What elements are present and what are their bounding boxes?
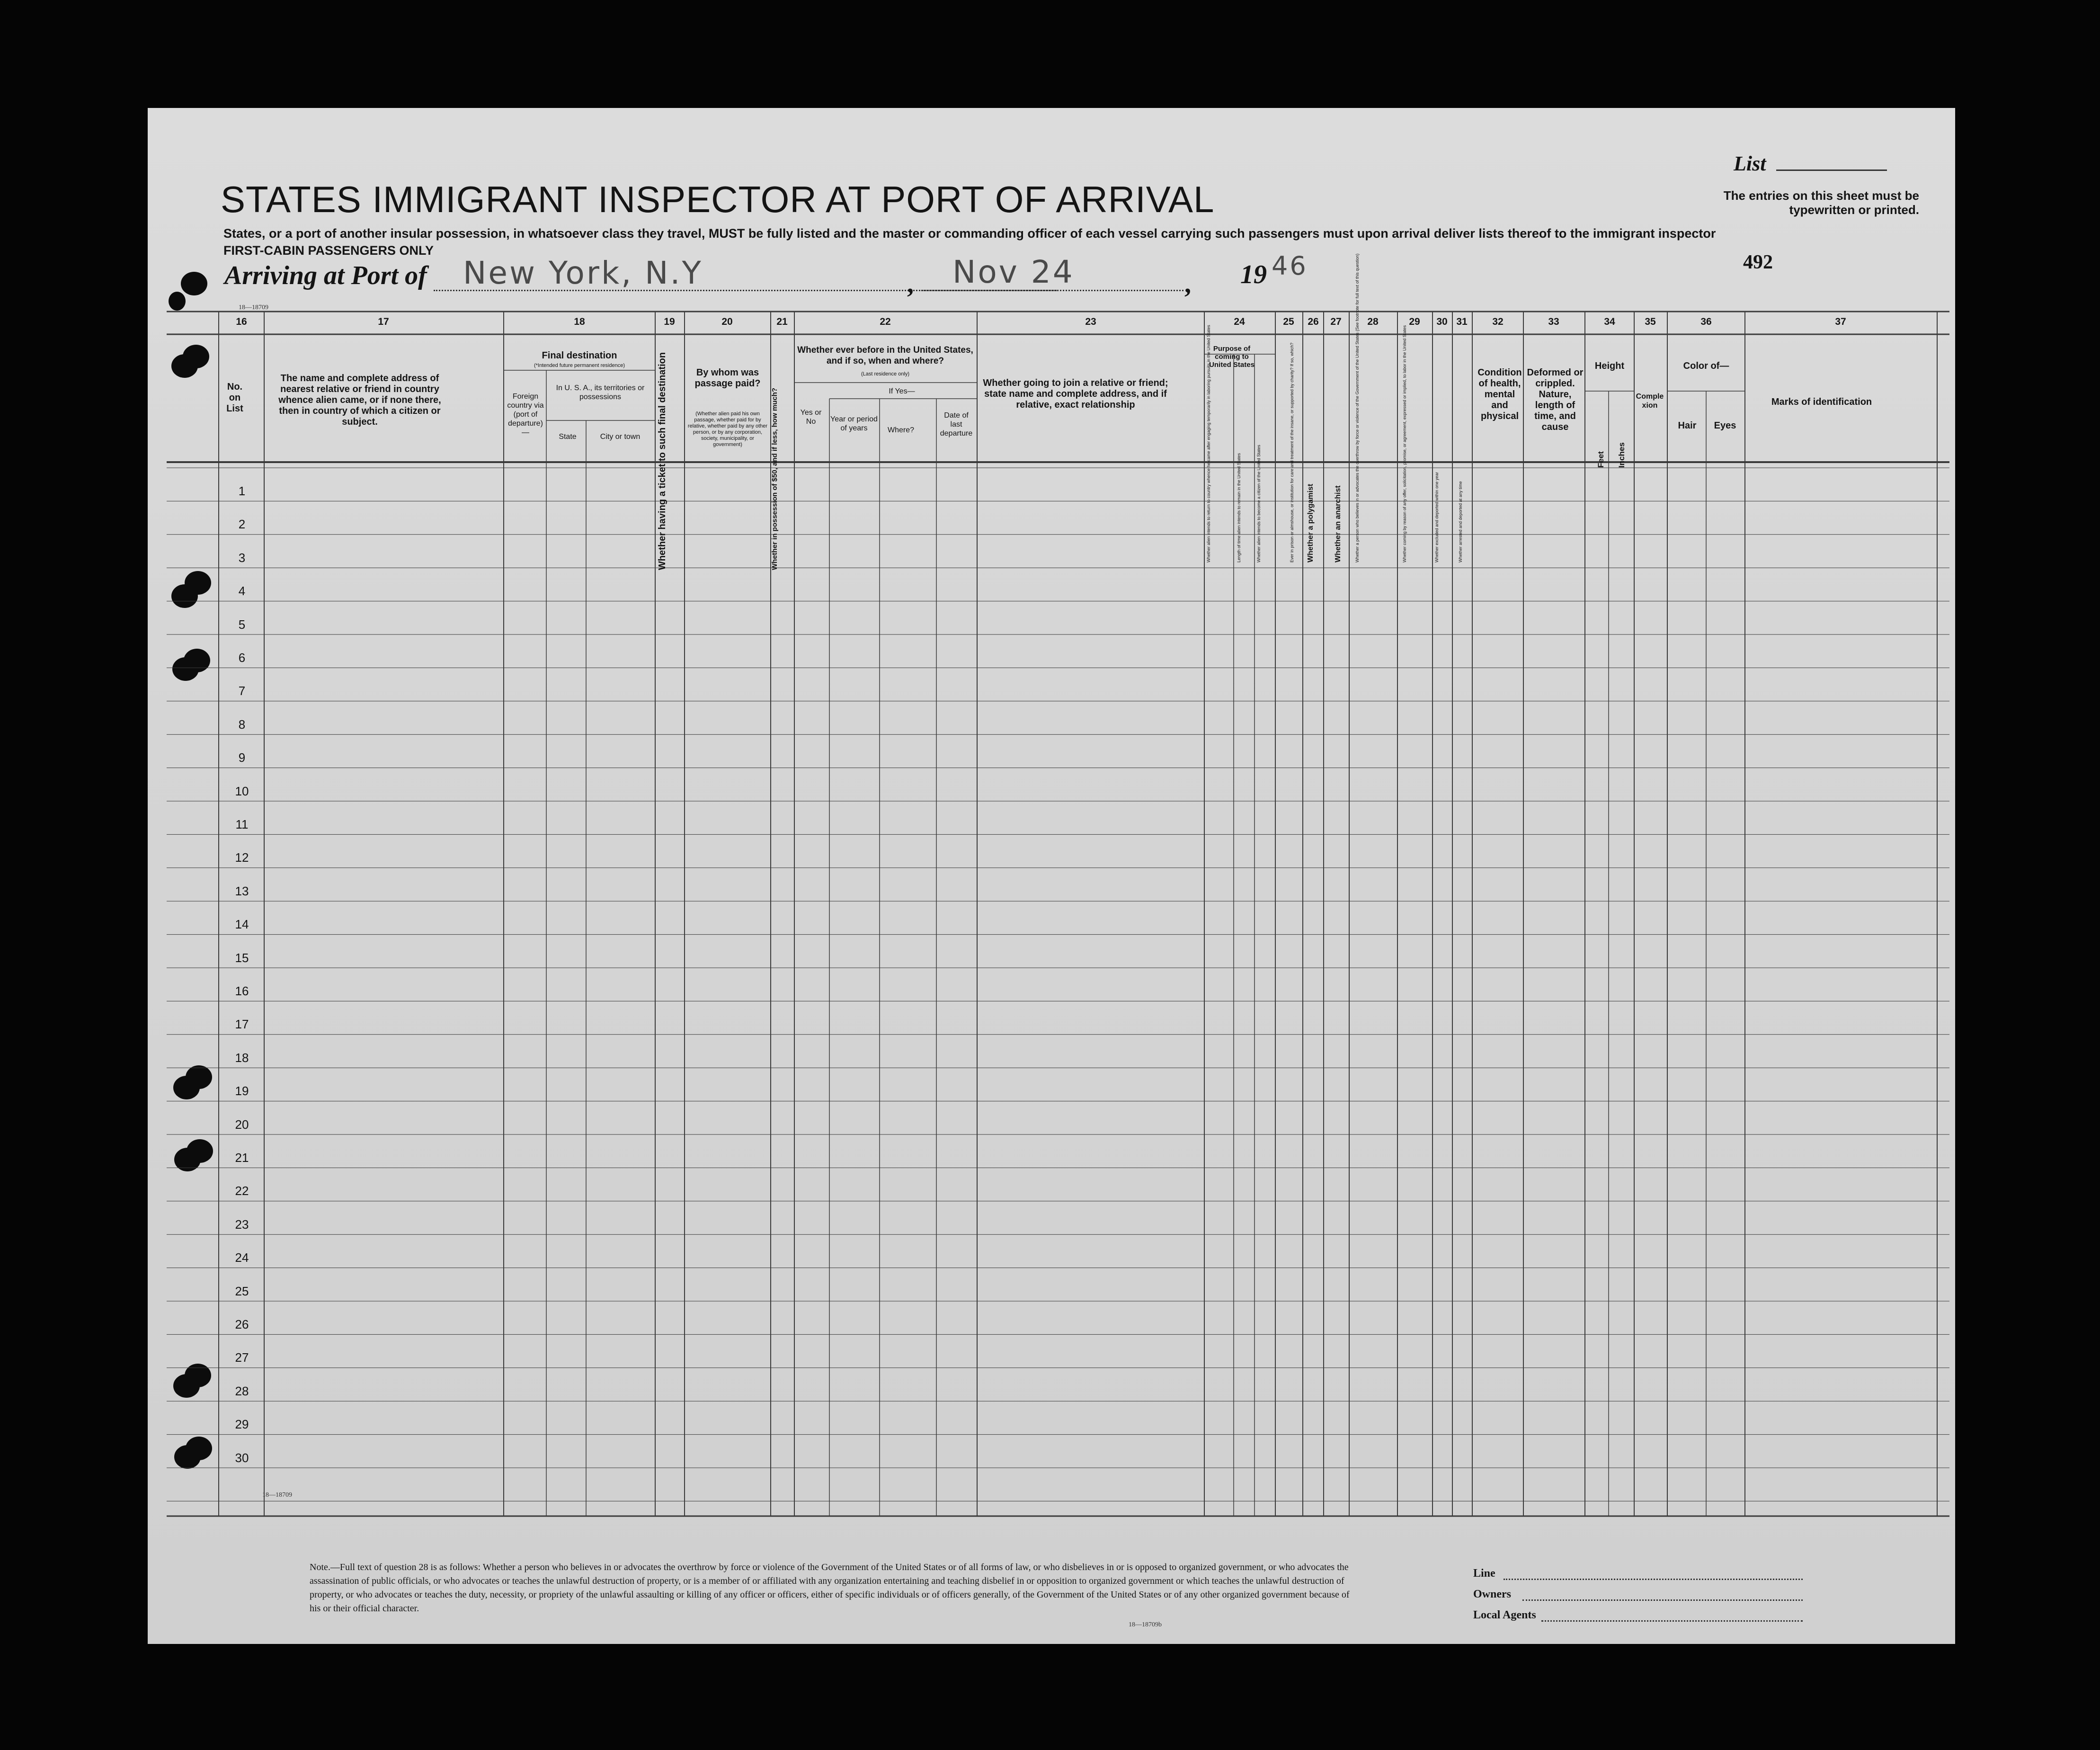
row-number: 7	[238, 684, 246, 698]
row-number: 21	[235, 1151, 249, 1165]
header-excluded: Whether excluded and deported within one year	[1434, 472, 1439, 562]
row-number: 18	[235, 1050, 249, 1065]
row-number: 25	[235, 1284, 249, 1298]
header-purpose-return: Whether alien intends to return to country whence he came after engaging temporarily in laboring pursuits in the United States	[1206, 325, 1211, 562]
column-number: 29	[1409, 316, 1420, 327]
manifest-sheet: STATES IMMIGRANT INSPECTOR AT PORT OF ARRIVAL States, or a port of another insular possession, in whatsoever class they travel, MUST be fully listed and the master or commanding officer of each vessel carrying such passengers must upon arrival deliver lists thereof to the immigrant inspector FIRST-CABIN PASSENGERS ONLY Arriving at Port of New York, N.Y , Nov 24 , 19 46 18—18709 List The entries on this sheet must be typewritten or printed. 492 16 17 18 19 20 21 22 23 24 25 26 27 28 29 30 31 32 33 34 35 36 37 No. on List The name and complete address of nearest relative or friend in country whence alien came, or if none there, then in country of which a citizen or subject. Final destination (*Intended future permanent residence) Foreign country via (port of departure)— In U. S. A., its territories or possessions State City or town Whether having a ticket to such final destination By whom was passage paid? (Whether alien paid his own passage, whether paid for by relative, whether paid by any other person, or by any corporation, society, municipality, or government) Whether in possession of $50, and if less, how much? Whether ever before in the United States, and if so, when and where? (Last residence only) Yes or No If Yes— Year or period of years Where? Date of last departure Whether going to join a relative or friend; state name and complete address, and if relative, exact relationship Purpose of coming to United States Whether alien intends to return to country whence he came after engaging temporarily in laboring pursuits in the United States Length of time alien intends to remain in the United States Whether alien intends to become a citizen of the United States Ever in prison or almshouse, or institution for care and treatment of the insane, or supported by charity? If so, which? Whether a polygamist Whether an anarchist Whether a person who believes in or advocates the overthrow by force or violence of the Government of the United States (See footnote for full text of this question) Whether coming by reason of any offer, solicitation, promise, or agreement, expressed or implied, to labor in the United States Whether excluded and deported within one year Whether arrested and deported at any time Condition of health, mental and physical Deformed or crippled. Nature, length of time, and cause Height Feet Inches Complexion Color of— Hair Eyes Marks of identification 1 2 3 4 5 6 7 8 9 10 11 12 13 14 15 16 17 18 19 20 21 22 23 24 25 26 27 28 29 30 18—18709 Note.—Full text of question 28 is as follows: Whether a person who believes in or advocates the overthrow by force or violence of the Government of the United States or of all forms of law, or who disbelieves in or is opposed to organized government, or who advocates the assassination of public officials, or who advocates or teaches the unlawful destruction of property, or is a member of or affiliated with any organization entertaining and teaching disbelief in or opposition to organized government or which teaches the unlawful destruction of property, or who advocates or teaches the duty, necessity, or propriety of the unlawful assaulting or killing of any officer or officers, either of specific individuals or of officers generally, of the Government of the United States or of any other organized government because of his or their official character. 18—18709b Line Owners Local Agents	[148, 108, 1955, 1644]
column-number: 31	[1456, 316, 1468, 327]
row-number: 5	[238, 617, 246, 632]
column-number: 35	[1645, 316, 1656, 327]
header-possession-50: Whether in possession of $50, and if less, how much?	[771, 387, 779, 570]
row-number: 4	[238, 584, 246, 598]
column-number: 23	[1085, 316, 1096, 327]
column-number: 28	[1367, 316, 1379, 327]
header-city-or-town: City or town	[600, 433, 641, 441]
header-eyes: Eyes	[1714, 420, 1736, 431]
row-number: 19	[235, 1084, 249, 1098]
header-ever-in-us: Whether ever before in the United States, and if so, when and where?	[797, 345, 973, 366]
sheet-number: 492	[1743, 251, 1773, 273]
row-number: 22	[235, 1184, 249, 1198]
header-deported: Whether arrested and deported at any time	[1458, 481, 1463, 562]
form-number-bottom: 18—18709	[262, 1491, 292, 1499]
header-yes-or-no: Yes or No	[800, 409, 822, 426]
form-grid	[148, 108, 1955, 1644]
header-ticket: Whether having a ticket to such final destination	[657, 352, 667, 570]
header-inches: Inches	[1617, 442, 1626, 468]
class-line: FIRST-CABIN PASSENGERS ONLY	[223, 243, 434, 258]
row-number: 3	[238, 550, 246, 565]
column-number: 26	[1308, 316, 1319, 327]
year-prefix: 19	[1240, 260, 1267, 289]
row-number: 13	[235, 884, 249, 898]
row-number: 9	[238, 750, 246, 765]
form-number: 18—18709	[239, 304, 268, 311]
header-hair: Hair	[1678, 420, 1697, 431]
row-number: 14	[235, 917, 249, 932]
row-number: 16	[235, 984, 249, 998]
column-number: 18	[574, 316, 585, 327]
list-label: List	[1734, 152, 1766, 175]
port-value: New York, N.Y	[463, 255, 703, 291]
row-number: 1	[238, 484, 246, 498]
header-contract-labor: Whether coming by reason of any offer, solicitation, promise, or agreement, expressed or implied, to labor in the United States	[1402, 325, 1407, 562]
column-number: 37	[1835, 316, 1846, 327]
column-number: 22	[880, 316, 891, 327]
header-purpose-citizen: Whether alien intends to become a citizen of the United States	[1256, 445, 1261, 562]
owners-label: Owners	[1473, 1588, 1511, 1600]
header-health: Condition of health, mental and physical	[1477, 367, 1522, 421]
header-marks: Marks of identification	[1771, 397, 1872, 407]
row-number: 6	[238, 651, 246, 665]
column-number: 24	[1234, 316, 1245, 327]
header-no-on-list: No. on List	[226, 382, 243, 414]
column-number: 25	[1283, 316, 1294, 327]
column-number: 34	[1604, 316, 1615, 327]
row-number: 8	[238, 717, 246, 732]
header-height: Height	[1594, 361, 1625, 371]
header-final-destination-note: (*Intended future permanent residence)	[534, 363, 625, 368]
column-number: 33	[1548, 316, 1559, 327]
row-number: 20	[235, 1117, 249, 1132]
arriving-label: Arriving at Port of	[224, 261, 427, 290]
header-if-yes: If Yes—	[889, 387, 915, 395]
column-number: 19	[664, 316, 675, 327]
footnote-question-28: Note.—Full text of question 28 is as follows: Whether a person who believes in or advocates the overthrow by force or violence of the Government of the United States or of all forms of law, or who disbelieves in or is opposed to organized government, or who advocates the assassination of public officials, or who advocates or teaches the unlawful destruction of property, or is a member of or affiliated with any organization entertaining and teaching disbelief in or opposition to organized government or which teaches the unlawful destruction of property, or who advocates or teaches the duty, necessity, or propriety of the unlawful assaulting or killing of any officer or officers, either of specific individuals or of officers generally, of the Government of the United States or of any other organized government because of his or their official character.	[310, 1562, 1350, 1614]
row-number: 26	[235, 1317, 249, 1331]
header-passage-paid: By whom was passage paid?	[694, 367, 761, 389]
column-number: 21	[776, 316, 788, 327]
header-purpose-length: Length of time alien intends to remain in the United States	[1237, 453, 1241, 562]
header-in-usa: In U. S. A., its territories or possessions	[556, 384, 645, 401]
header-date-last-departure: Date of last departure	[940, 411, 973, 438]
row-number: 10	[235, 784, 249, 798]
header-anarchist: Whether an anarchist	[1334, 485, 1342, 562]
header-ever-in-us-note: (Last residence only)	[861, 371, 910, 377]
header-prison: Ever in prison or almshouse, or institution for care and treatment of the insane, or supported by charity? If so, which?	[1290, 342, 1294, 562]
row-number: 17	[235, 1017, 249, 1032]
header-polygamist: Whether a polygamist	[1307, 483, 1315, 562]
row-number: 30	[235, 1450, 249, 1465]
line-field	[1504, 1579, 1803, 1580]
header-foreign-country: Foreign country via (port of departure)—	[507, 393, 544, 437]
instructions-line: States, or a port of another insular possession, in whatsoever class they travel, MUST be fully listed and the master or commanding officer of each vessel carrying such passengers must upon arrival deliver lists thereof to the immigrant inspector	[223, 226, 1716, 241]
header-state: State	[559, 433, 577, 441]
header-join-relative: Whether going to join a relative or friend; state name and complete address, and if relative, exact relationship	[983, 378, 1168, 410]
column-number: 16	[236, 316, 247, 327]
column-number: 30	[1436, 316, 1448, 327]
row-number: 28	[235, 1384, 249, 1398]
agents-label: Local Agents	[1473, 1609, 1536, 1621]
header-nearest-relative: The name and complete address of nearest relative or friend in country whence alien came, or if none there, then in country of which a citizen or subject.	[278, 373, 441, 427]
date-value: Nov 24	[952, 254, 1075, 290]
header-deformed: Deformed or crippled. Nature, length of time, and cause	[1527, 367, 1584, 432]
page-title: STATES IMMIGRANT INSPECTOR AT PORT OF ARRIVAL	[221, 179, 1215, 220]
header-color-of: Color of—	[1683, 361, 1729, 371]
row-number: 27	[235, 1350, 249, 1365]
row-number: 12	[235, 850, 249, 865]
header-year-or-period: Year or period of years	[830, 415, 878, 432]
column-number: 36	[1700, 316, 1712, 327]
column-number: 27	[1330, 316, 1342, 327]
row-number: 2	[238, 517, 246, 532]
row-number: 29	[235, 1417, 249, 1432]
header-where: Where?	[887, 426, 915, 434]
line-label: Line	[1473, 1567, 1495, 1580]
header-purpose: Purpose of coming to United States	[1209, 345, 1255, 369]
column-number: 32	[1492, 316, 1504, 327]
header-feet: Feet	[1596, 451, 1605, 468]
row-number: 11	[235, 817, 249, 831]
owners-field	[1522, 1599, 1803, 1601]
column-number: 20	[721, 316, 733, 327]
header-complexion: Complexion	[1636, 393, 1664, 410]
header-passage-paid-note: (Whether alien paid his own passage, whether paid for by relative, whether paid by any other person, or by any corporation, society, municipality, or government)	[687, 411, 768, 447]
column-number: 17	[378, 316, 389, 327]
row-number: 15	[235, 950, 249, 965]
form-number-footer: 18—18709b	[1129, 1621, 1162, 1628]
entries-note: The entries on this sheet must be typewritten or printed.	[1723, 188, 1919, 217]
year-value: 46	[1272, 251, 1308, 281]
row-number: 24	[235, 1250, 249, 1265]
agents-field	[1541, 1620, 1803, 1622]
header-final-destination: Final destination	[542, 350, 617, 361]
row-number: 23	[235, 1217, 249, 1232]
header-overthrow: Whether a person who believes in or advocates the overthrow by force or violence of the Government of the United States (See footnote for full text of this question)	[1355, 253, 1360, 562]
